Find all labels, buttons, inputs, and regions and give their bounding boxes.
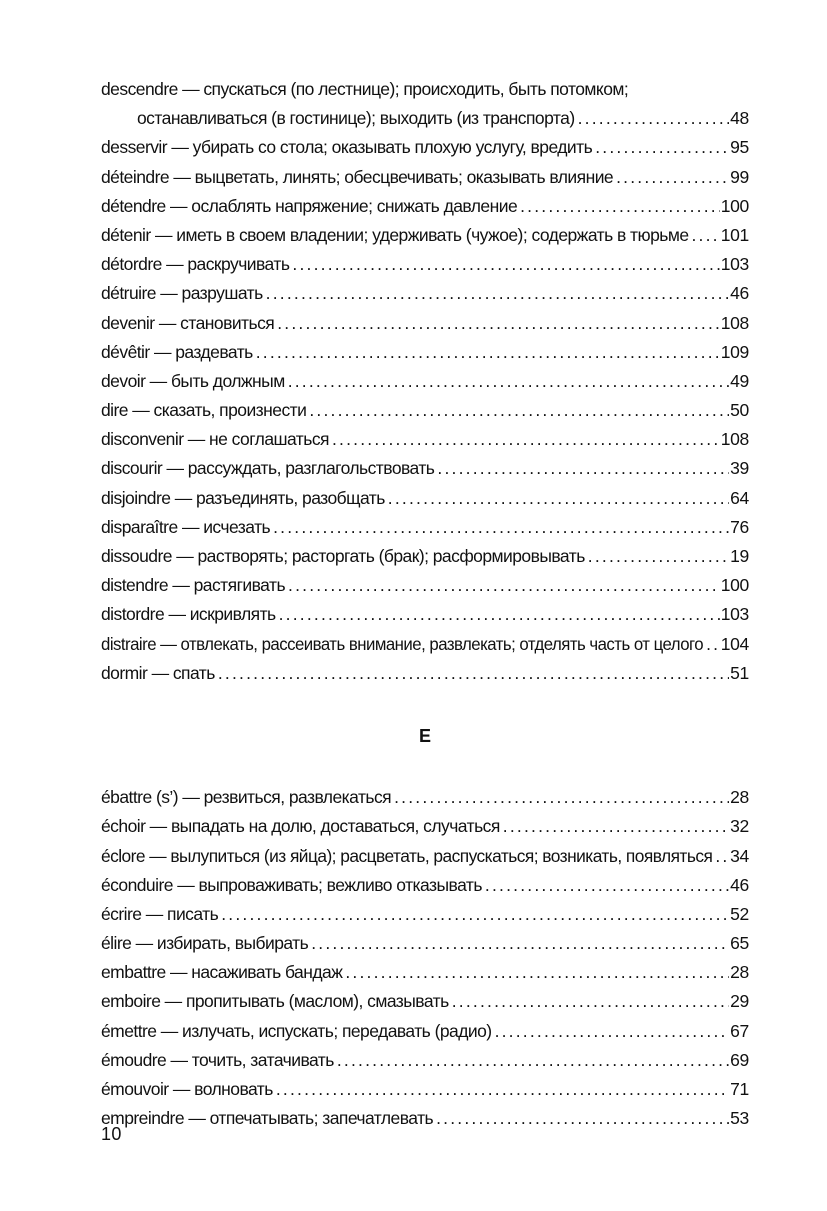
index-entry bbox=[101, 279, 749, 308]
entry-text: émettre — излучать, испускать; передавать (радио) bbox=[101, 1020, 492, 1041]
index-entry bbox=[101, 958, 749, 987]
index-entry bbox=[101, 987, 749, 1016]
index-entry bbox=[101, 221, 749, 250]
dot-leader bbox=[616, 163, 729, 192]
entry-text: dévêtir — раздевать bbox=[101, 341, 253, 362]
index-entry bbox=[101, 630, 749, 659]
index-section-e bbox=[101, 783, 749, 1133]
entry-page-number: 34 bbox=[730, 845, 749, 866]
index-entry bbox=[101, 425, 749, 454]
index-entry bbox=[101, 600, 749, 629]
entry-text: devenir — становиться bbox=[101, 312, 275, 333]
entry-page-number: 71 bbox=[730, 1079, 749, 1099]
entry-page-number: 51 bbox=[730, 662, 749, 683]
index-entry bbox=[101, 104, 749, 133]
entry-page-number: 103 bbox=[720, 254, 749, 275]
dot-leader bbox=[221, 900, 729, 929]
entry-text: émoudre — точить, затачивать bbox=[101, 1049, 334, 1070]
entry-page-number: 46 bbox=[730, 874, 749, 895]
index-entry bbox=[101, 396, 749, 425]
entry-page-number: 104 bbox=[720, 633, 749, 654]
dot-leader bbox=[273, 513, 729, 542]
entry-page-number: 49 bbox=[730, 370, 749, 391]
index-entry bbox=[101, 900, 749, 929]
dot-leader bbox=[394, 783, 729, 812]
dot-leader bbox=[266, 279, 729, 308]
entry-text: embattre — насаживать бандаж bbox=[101, 962, 343, 983]
entry-page-number: 109 bbox=[720, 341, 749, 362]
dot-leader bbox=[520, 192, 720, 221]
index-entry bbox=[101, 812, 749, 841]
entry-text: éclore — вылупиться (из яйца); расцветать, распускаться; возникать, появляться bbox=[101, 845, 713, 866]
entry-page-number: 100 bbox=[720, 195, 749, 216]
entry-text: distordre — искривлять bbox=[101, 604, 276, 625]
entry-text: déteindre — выцветать, линять; обесцвечивать; оказывать влияние bbox=[101, 166, 614, 187]
dot-leader bbox=[345, 958, 729, 987]
entry-text: descendre — спускаться (по лестнице); происходить, быть потомком; bbox=[101, 79, 629, 99]
entry-page-number: 46 bbox=[730, 283, 749, 304]
entry-text: dire — сказать, произнести bbox=[101, 400, 307, 421]
entry-page-number: 108 bbox=[720, 429, 749, 450]
entry-page-number: 76 bbox=[730, 516, 749, 537]
entry-page-number: 101 bbox=[720, 224, 749, 245]
index-entry bbox=[101, 192, 749, 221]
entry-page-number: 69 bbox=[730, 1049, 749, 1070]
entry-page-number: 32 bbox=[730, 816, 749, 837]
entry-text: disconvenir — не соглашаться bbox=[101, 429, 329, 450]
entry-page-number: 103 bbox=[720, 604, 749, 625]
entry-page-number: 50 bbox=[730, 400, 749, 421]
entry-text: émouvoir — волновать bbox=[101, 1079, 273, 1099]
index-entry bbox=[101, 842, 749, 871]
entry-page-number: 100 bbox=[720, 575, 749, 596]
dot-leader bbox=[256, 338, 720, 367]
index-entry bbox=[101, 484, 749, 513]
index-entry bbox=[101, 250, 749, 279]
index-section-d bbox=[101, 75, 749, 688]
dot-leader bbox=[578, 104, 730, 133]
index-entry bbox=[101, 1017, 749, 1046]
entry-page-number: 39 bbox=[730, 458, 749, 479]
dot-leader bbox=[452, 987, 729, 1016]
dot-leader bbox=[503, 812, 729, 841]
entry-page-number: 19 bbox=[730, 546, 749, 566]
dot-leader bbox=[715, 842, 729, 871]
dot-leader bbox=[588, 542, 729, 571]
entry-text: distraire — отвлекать, рассеивать внимание, развлекать; отделять часть от целого bbox=[101, 633, 704, 654]
entry-page-number: 95 bbox=[730, 137, 749, 158]
entry-text: disparaître — исчезать bbox=[101, 516, 271, 537]
dot-leader bbox=[595, 133, 729, 162]
entry-text: échoir — выпадать на долю, доставаться, случаться bbox=[101, 816, 500, 837]
entry-page-number: 108 bbox=[720, 312, 749, 333]
dot-leader bbox=[279, 600, 720, 629]
entry-page-number: 53 bbox=[730, 1108, 749, 1129]
entry-page-number: 48 bbox=[730, 108, 749, 129]
dot-leader bbox=[332, 425, 720, 454]
dot-leader bbox=[337, 1046, 729, 1075]
entry-page-number: 65 bbox=[730, 933, 749, 954]
entry-text: empreindre — отпечатывать; запечатлевать bbox=[101, 1108, 434, 1129]
index-entry bbox=[101, 1104, 749, 1133]
dot-leader bbox=[288, 367, 729, 396]
entry-text: détenir — иметь в своем владении; удерживать (чужое); содержать в тюрьме bbox=[101, 224, 689, 245]
index-entry bbox=[101, 309, 749, 338]
index-entry bbox=[101, 338, 749, 367]
dot-leader bbox=[292, 250, 719, 279]
index-entry bbox=[101, 513, 749, 542]
entry-text: élire — избирать, выбирать bbox=[101, 933, 309, 954]
entry-page-number: 99 bbox=[730, 166, 749, 187]
dot-leader bbox=[437, 454, 729, 483]
index-entry bbox=[101, 542, 749, 571]
dot-leader bbox=[388, 484, 729, 513]
index-entry bbox=[101, 163, 749, 192]
index-entry bbox=[101, 133, 749, 162]
dot-leader bbox=[495, 1017, 730, 1046]
section-letter-e: E bbox=[418, 725, 431, 746]
dot-leader bbox=[436, 1104, 729, 1133]
dot-leader bbox=[692, 221, 720, 250]
dot-leader bbox=[311, 929, 729, 958]
index-entry bbox=[101, 929, 749, 958]
dot-leader bbox=[309, 396, 729, 425]
index-entry bbox=[101, 75, 749, 104]
entry-text: ébattre (s’) — резвиться, развлекаться bbox=[101, 787, 392, 808]
entry-text: éconduire — выпроваживать; вежливо отказывать bbox=[101, 874, 482, 895]
dot-leader bbox=[276, 1075, 729, 1104]
entry-text: détruire — разрушать bbox=[101, 283, 263, 304]
entry-text: останавливаться (в гостинице); выходить (из транспорта) bbox=[137, 108, 575, 129]
entry-page-number: 64 bbox=[730, 487, 749, 508]
index-entry bbox=[101, 571, 749, 600]
dot-leader bbox=[288, 571, 720, 600]
entry-text: desservir — убирать со стола; оказывать плохую услугу, вредить bbox=[101, 137, 593, 158]
entry-page-number: 28 bbox=[730, 962, 749, 983]
entry-page-number: 67 bbox=[730, 1020, 749, 1041]
entry-text: distendre — растягивать bbox=[101, 575, 286, 596]
entry-text: dissoudre — растворять; расторгать (брак); расформировывать bbox=[101, 546, 585, 566]
entry-text: devoir — быть должным bbox=[101, 370, 285, 391]
dot-leader bbox=[485, 871, 729, 900]
entry-text: détordre — раскручивать bbox=[101, 254, 290, 275]
page-number: 10 bbox=[101, 1124, 122, 1144]
entry-text: écrire — писать bbox=[101, 903, 219, 924]
entry-text: dormir — спать bbox=[101, 662, 215, 683]
index-entry bbox=[101, 1046, 749, 1075]
index-entry bbox=[101, 783, 749, 812]
dot-leader bbox=[277, 309, 719, 338]
entry-page-number: 28 bbox=[730, 787, 749, 808]
dot-leader bbox=[218, 659, 729, 688]
entry-text: disjoindre — разъединять, разобщать bbox=[101, 487, 385, 508]
index-page bbox=[101, 75, 749, 1133]
entry-page-number: 29 bbox=[730, 991, 749, 1012]
index-entry bbox=[101, 1075, 749, 1104]
entry-text: discourir — рассуждать, разглагольствовать bbox=[101, 458, 435, 479]
index-entry bbox=[101, 454, 749, 483]
entry-text: détendre — ослаблять напряжение; снижать давление bbox=[101, 195, 518, 216]
entry-text: emboire — пропитывать (маслом), смазывать bbox=[101, 991, 449, 1012]
index-entry bbox=[101, 659, 749, 688]
index-entry bbox=[101, 367, 749, 396]
entry-page-number: 52 bbox=[730, 903, 749, 924]
index-entry bbox=[101, 871, 749, 900]
dot-leader bbox=[706, 630, 720, 659]
